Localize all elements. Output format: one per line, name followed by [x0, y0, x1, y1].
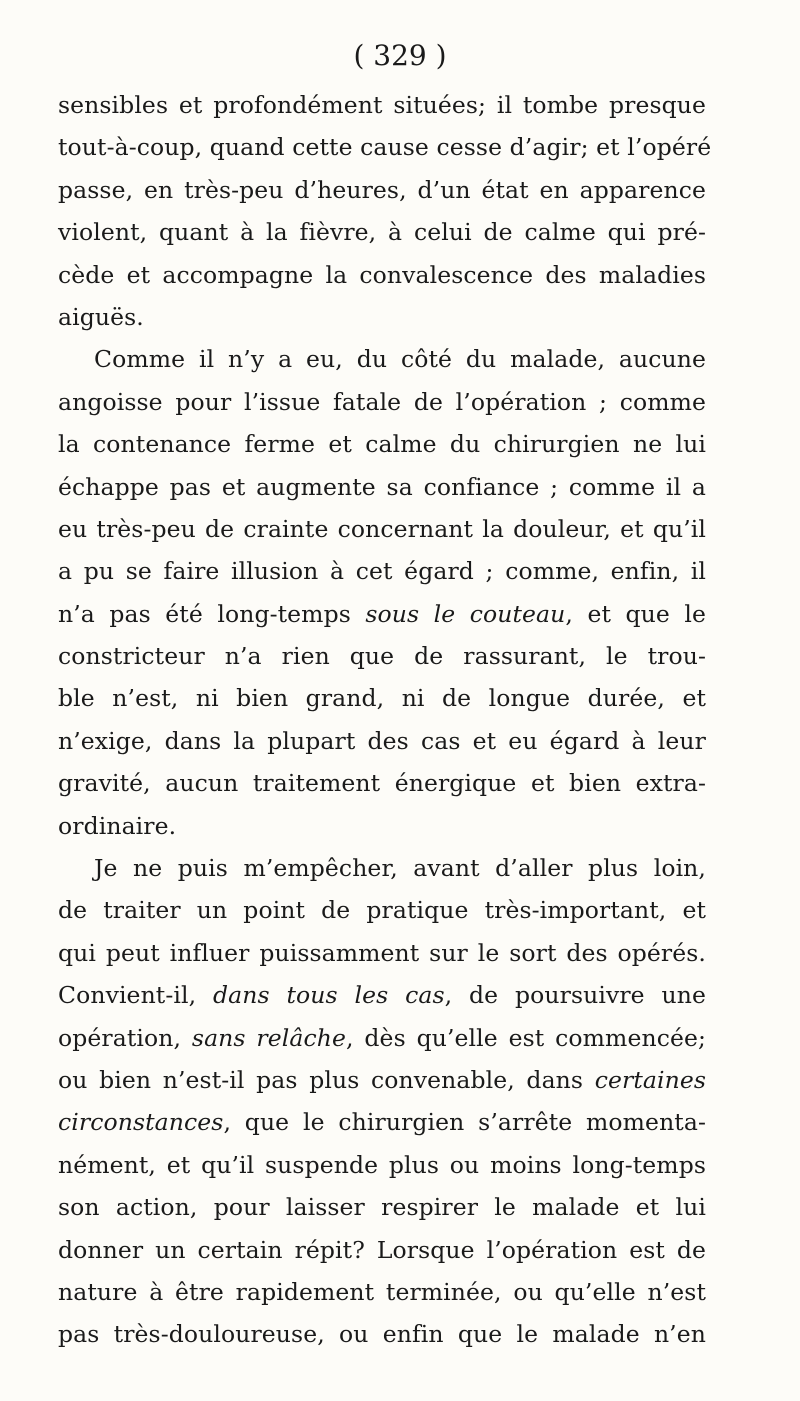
text-line [58, 296, 706, 338]
text-line [58, 1186, 706, 1228]
text-segment: aiguës. [58, 302, 144, 331]
page-number: ( 329 ) [353, 39, 447, 72]
text-segment: Je ne puis m’empêcher, avant d’aller plus loin, [94, 854, 706, 883]
text-segment: , dès qu’elle est commencée; [346, 1023, 706, 1052]
text-line [58, 211, 706, 253]
text-segment: , et que le [565, 599, 706, 628]
text-segment: opération, [58, 1023, 192, 1052]
text-segment: Comme il n’y a eu, du côté du malade, aucune [94, 345, 706, 374]
body-text [58, 84, 712, 1356]
text-segment: sensibles et profondément situées; il tombe presque [58, 91, 706, 119]
text-segment: ou bien n’est-il pas plus convenable, dans [58, 1065, 595, 1094]
text-line [58, 126, 712, 168]
text-line [58, 635, 706, 677]
text-segment: qui peut influer puissamment sur le sort des opérés. [58, 938, 706, 967]
text-line [58, 550, 706, 592]
text-segment: , que le chirurgien s’arrête momenta- [223, 1108, 706, 1137]
text-line [58, 1313, 706, 1355]
text-segment: échappe pas et augmente sa confiance ; comme il a [58, 472, 706, 501]
text-segment: eu très-peu de crainte concernant la douleur, et qu’il [58, 514, 706, 543]
text-line [58, 1271, 706, 1313]
italic-text: sous le couteau [365, 599, 566, 628]
text-line [58, 84, 706, 126]
text-segment: de traiter un point de pratique très-important, et [58, 896, 706, 925]
text-segment: n’a pas été long-temps [58, 599, 366, 628]
text-line [58, 1144, 706, 1186]
text-line [58, 466, 706, 508]
text-segment: ble n’est, ni bien grand, ni de longue durée, et [58, 684, 706, 713]
text-segment: , de poursuivre une [444, 981, 706, 1010]
text-segment: violent, quant à la fièvre, à celui de calme qui pré- [58, 218, 706, 247]
text-line [58, 805, 706, 847]
text-line [58, 1229, 706, 1271]
text-line [58, 508, 706, 550]
text-line [58, 254, 706, 296]
text-line [58, 1059, 706, 1101]
text-line [58, 932, 706, 974]
text-segment: donner un certain répit? Lorsque l’opération est de [58, 1235, 706, 1264]
text-segment: son action, pour laisser respirer le malade et lui [58, 1193, 706, 1222]
text-segment: cède et accompagne la convalescence des maladies [58, 260, 706, 289]
text-line [58, 381, 706, 423]
text-line [58, 1101, 706, 1143]
text-line [58, 1017, 706, 1059]
text-line [58, 720, 706, 762]
text-segment: tout-à-coup, quand cette cause cesse d’agir; et l’opéré [58, 133, 712, 162]
italic-text: dans tous les cas [213, 981, 445, 1010]
text-line [58, 338, 706, 380]
italic-text: circonstances [58, 1108, 224, 1137]
text-line [58, 889, 706, 931]
text-segment: n’exige, dans la plupart des cas et eu égard à leur [58, 726, 706, 755]
text-segment: constricteur n’a rien que de rassurant, le trou- [58, 642, 706, 671]
text-segment: nément, et qu’il suspende plus ou moins long-temps [58, 1150, 706, 1179]
text-segment: ordinaire. [58, 811, 177, 840]
text-line [58, 169, 706, 211]
text-segment: la contenance ferme et calme du chirurgien ne lui [58, 430, 706, 459]
text-segment: pas très-douloureuse, ou enfin que le malade n’en [58, 1320, 706, 1349]
text-line [58, 762, 706, 804]
text-line [58, 677, 706, 719]
italic-text: sans relâche [191, 1023, 346, 1052]
text-segment: a pu se faire illusion à cet égard ; comme, enfin, il [58, 557, 706, 586]
text-segment: nature à être rapidement terminée, ou qu’elle n’est [58, 1277, 706, 1306]
text-line [58, 974, 706, 1016]
text-segment: gravité, aucun traitement énergique et bien extra- [58, 769, 706, 798]
text-segment: Convient-il, [58, 981, 214, 1010]
text-line [58, 847, 706, 889]
text-segment: angoisse pour l’issue fatale de l’opération ; comme [58, 387, 706, 416]
italic-text: certaines [594, 1065, 706, 1094]
text-line [58, 423, 706, 465]
text-segment: passe, en très-peu d’heures, d’un état en apparence [58, 175, 706, 204]
text-line [58, 593, 706, 635]
